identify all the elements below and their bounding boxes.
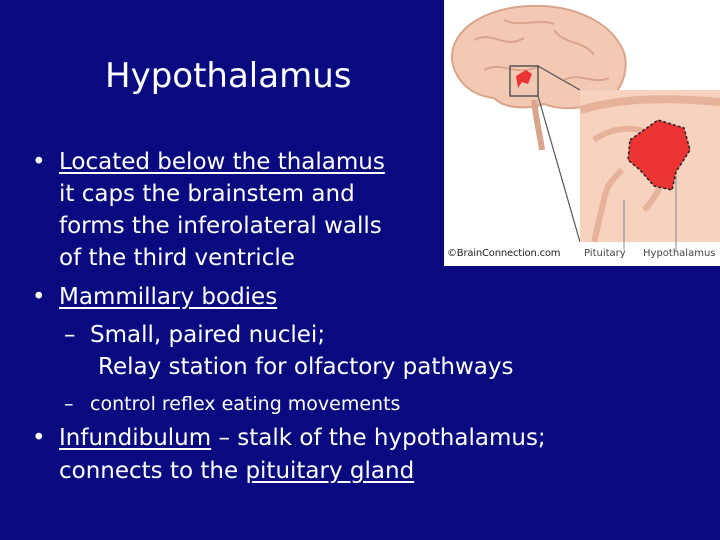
bullet-3-rest: – stalk of the hypothalamus; xyxy=(211,425,546,451)
sub-marker-2: – xyxy=(64,393,74,415)
bullet-marker-3: • xyxy=(32,425,46,451)
sub-item-1-continuation: Relay station for olfactory pathways xyxy=(98,354,514,380)
bullet-marker-1: • xyxy=(32,149,46,175)
bullet-3-line-1 xyxy=(59,425,546,451)
brain-illustration xyxy=(444,0,720,266)
bullet-1-line-1: it caps the brainstem and xyxy=(59,181,355,207)
label-pituitary: Pituitary xyxy=(584,248,626,259)
bullet-1-line-3: of the third ventricle xyxy=(59,245,295,271)
bullet-3-line-2 xyxy=(59,458,414,484)
bullet-2-heading: Mammillary bodies xyxy=(59,284,278,310)
slide-title: Hypothalamus xyxy=(105,56,352,96)
sub-item-2-text: control reflex eating movements xyxy=(90,393,401,415)
bullet-1-line-2: forms the inferolateral walls xyxy=(59,213,382,239)
bullet-marker-2: • xyxy=(32,284,46,310)
figure-credit: ©BrainConnection.com xyxy=(447,248,561,259)
sub-marker-1: – xyxy=(64,322,76,348)
brain-figure xyxy=(444,0,720,266)
bullet-3-heading: Infundibulum xyxy=(59,425,212,451)
bullet-3-line2-prefix: connects to the xyxy=(59,458,246,484)
sub-item-1-text: Small, paired nuclei; xyxy=(90,322,326,348)
bullet-1-heading: Located below the thalamus xyxy=(59,149,385,175)
label-hypothalamus: Hypothalamus xyxy=(643,248,716,259)
pituitary-gland-link: pituitary gland xyxy=(245,458,415,484)
